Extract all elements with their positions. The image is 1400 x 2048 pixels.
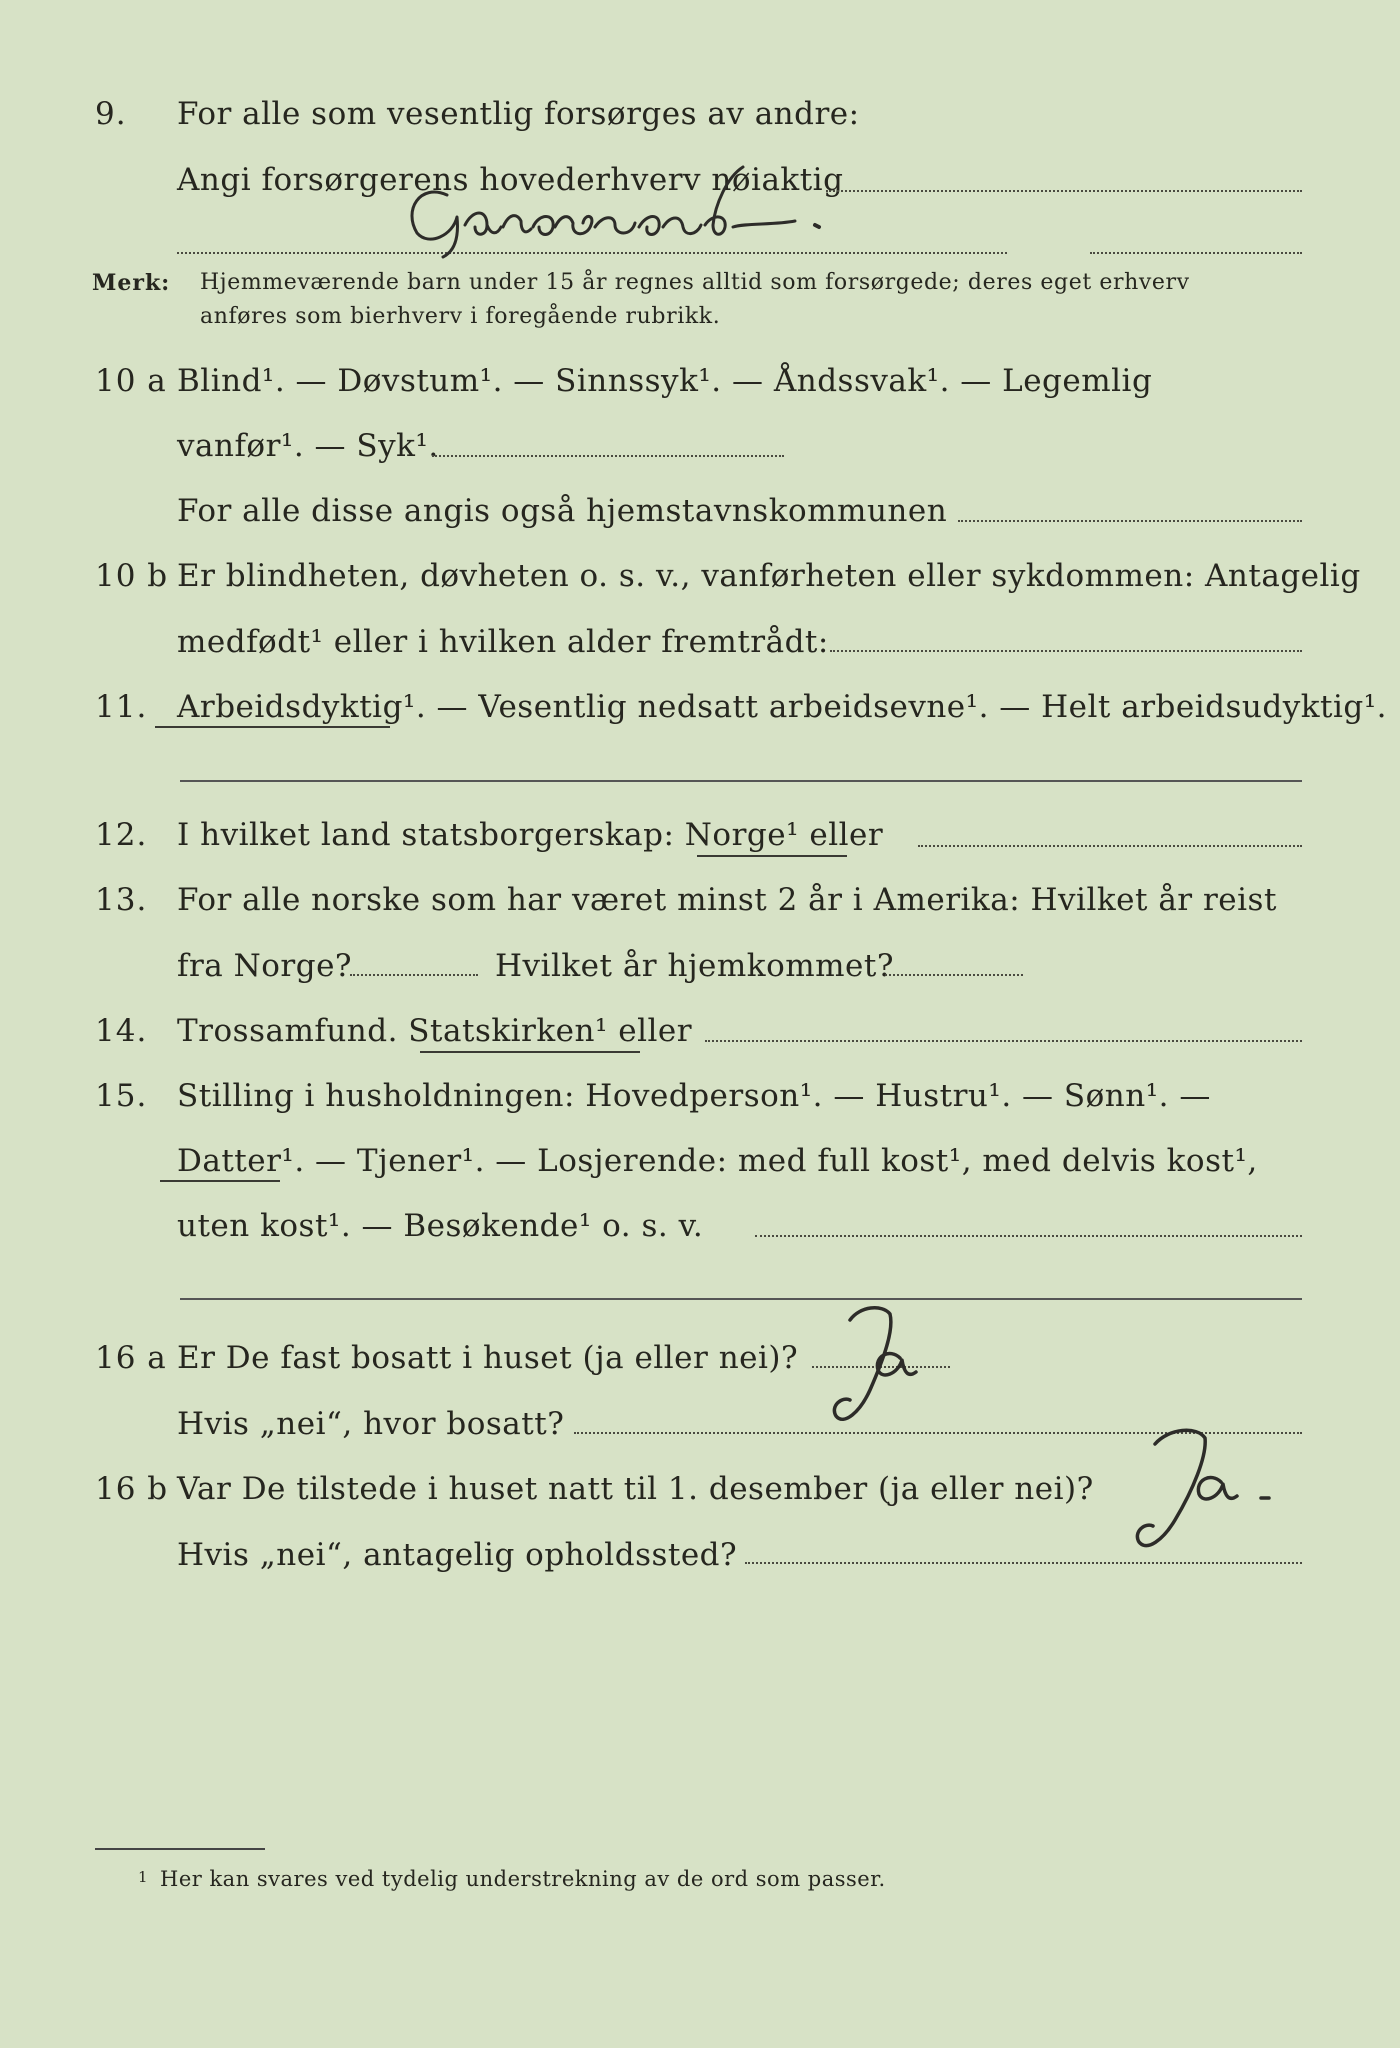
q13-number: 13. bbox=[95, 882, 148, 918]
merk-line2: anføres som bierhverv i foregående rubrikk. bbox=[200, 304, 721, 329]
q11-number: 11. bbox=[95, 689, 148, 725]
q13-left-line bbox=[350, 974, 478, 976]
q12-underline-mark bbox=[697, 855, 847, 857]
q15-number: 15. bbox=[95, 1078, 148, 1114]
q10a-line1: Blind¹. — Døvstum¹. — Sinnssyk¹. — Åndssvak¹. — Legemlig bbox=[177, 363, 1153, 399]
q16b-number: 16 b bbox=[95, 1471, 169, 1507]
q10a-answer-line bbox=[432, 455, 784, 457]
q15-line2: Datter¹. — Tjener¹. — Losjerende: med full kost¹, med delvis kost¹, bbox=[177, 1143, 1258, 1179]
q16b-line2: Hvis „nei“, antagelig opholdssted? bbox=[177, 1537, 738, 1573]
q16b-handwritten-answer bbox=[1085, 1420, 1285, 1560]
q13-right-line bbox=[885, 974, 1023, 976]
q11-underline-mark bbox=[155, 726, 390, 728]
q12-number: 12. bbox=[95, 817, 148, 853]
q15-line3: uten kost¹. — Besøkende¹ o. s. v. bbox=[177, 1208, 704, 1244]
q15-underline-mark bbox=[160, 1180, 280, 1182]
footnote-rule bbox=[95, 1848, 265, 1850]
q16a-answer-line bbox=[812, 1366, 950, 1368]
q16a-number: 16 a bbox=[95, 1340, 167, 1376]
q16b-where-line bbox=[745, 1562, 1302, 1564]
q12-line1: I hvilket land statsborgerskap: Norge¹ eller bbox=[177, 817, 884, 853]
q10b-number: 10 b bbox=[95, 558, 169, 594]
q13-line2a: fra Norge? bbox=[177, 948, 353, 984]
q16a-line1: Er De fast bosatt i huset (ja eller nei)? bbox=[177, 1340, 799, 1376]
q10a-line2: vanfør¹. — Syk¹. bbox=[177, 428, 439, 464]
q15-separator bbox=[180, 1298, 1302, 1300]
q14-answer-line bbox=[705, 1040, 1302, 1042]
q9-line2: Angi forsørgerens hovederhverv nøiaktig bbox=[177, 162, 844, 198]
merk-label: Merk: bbox=[92, 270, 171, 296]
q9-line1: For alle som vesentlig forsørges av andre: bbox=[177, 96, 860, 132]
q15-answer-line bbox=[755, 1235, 1302, 1237]
q10b-line2: medfødt¹ eller i hvilken alder fremtrådt: bbox=[177, 624, 829, 660]
q13-line2b: Hvilket år hjemkommet? bbox=[495, 948, 894, 984]
q16b-line1: Var De tilstede i huset natt til 1. desember (ja eller nei)? bbox=[177, 1471, 1094, 1507]
q10a-line3: For alle disse angis også hjemstavnskommunen bbox=[177, 493, 948, 529]
q16a-line2: Hvis „nei“, hvor bosatt? bbox=[177, 1406, 565, 1442]
q10a-home-line bbox=[958, 520, 1302, 522]
q10b-answer-line bbox=[830, 650, 1302, 652]
footnote-mark: 1 bbox=[138, 1868, 148, 1886]
merk-line1: Hjemmeværende barn under 15 år regnes alltid som forsørgede; deres eget erhverv bbox=[200, 270, 1190, 295]
q9-answer-line bbox=[826, 190, 1302, 192]
footnote-text: Her kan svares ved tydelig understrekning av de ord som passer. bbox=[160, 1867, 886, 1891]
q16a-where-line bbox=[574, 1432, 1302, 1434]
q10b-line1: Er blindheten, døvheten o. s. v., vanførheten eller sykdommen: Antagelig bbox=[177, 558, 1361, 594]
q14-underline-mark bbox=[420, 1051, 640, 1053]
q9-number: 9. bbox=[95, 96, 127, 132]
q11-line1: Arbeidsdyktig¹. — Vesentlig nedsatt arbeidsevne¹. — Helt arbeidsudyktig¹. bbox=[177, 689, 1388, 725]
q13-line1: For alle norske som har været minst 2 år i Amerika: Hvilket år reist bbox=[177, 882, 1277, 918]
q14-line1: Trossamfund. Statskirken¹ eller bbox=[177, 1013, 693, 1049]
q11-separator bbox=[180, 780, 1302, 782]
q16a-handwritten-answer bbox=[790, 1300, 960, 1430]
q12-answer-line bbox=[918, 845, 1302, 847]
q10a-number: 10 a bbox=[95, 363, 167, 399]
q15-line1: Stilling i husholdningen: Hovedperson¹. — Hustru¹. — Sønn¹. — bbox=[177, 1078, 1211, 1114]
q9-answer-line-2 bbox=[177, 252, 1007, 254]
q14-number: 14. bbox=[95, 1013, 148, 1049]
q9-answer-line-3 bbox=[1090, 252, 1302, 254]
